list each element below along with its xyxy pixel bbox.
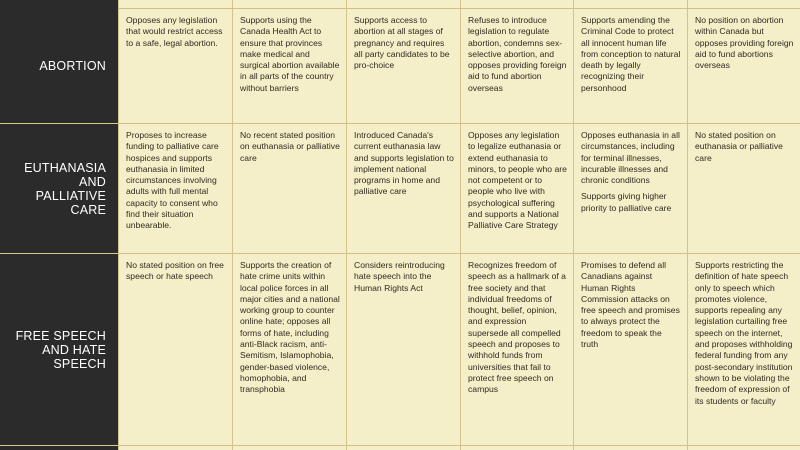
- position-text: Recognizes freedom of speech as a hallmark of a free society and that individual freedoms of thought, belief, opinion, and expression supersede all compelled speech and proposes to withhold funds from universities that fail to protect free speech on campus: [468, 260, 566, 395]
- position-text: No position on abortion within Canada but opposes providing foreign aid to fund abortions overseas: [695, 15, 794, 71]
- position-text: Supports giving higher priority to palliative care: [581, 191, 672, 213]
- position-text: Introduced Canada's current euthanasia law and supports legislation to implement national programs in home and palliative care: [354, 130, 454, 197]
- top-strip-cell: [460, 0, 573, 9]
- position-cell: [460, 9, 573, 124]
- position-text: Opposes any legislation to legalize euthanasia or extend euthanasia to minors, to people who are not competent or to people who live with psychological suffering and supports a National Palliative Care Strategy: [468, 130, 567, 231]
- topic-cell: [0, 254, 118, 446]
- position-cell: [232, 124, 346, 254]
- bottom-strip-topic: [0, 446, 118, 450]
- position-text: Supports the creation of hate crime units within local police forces in all major cities and a national working group to counter online hate; opposes all forms of hate, including anti-Black racism, anti-Semitism, Islamophobia, gender-based violence, homophobia, and transphobia: [240, 260, 340, 395]
- position-text: Supports restricting the definition of hate speech only to speech which promotes violence, supports repealing any legislation curtailing free speech on the internet, and proposes withholding federal funding from any post-secondary institution shown to be violating the freedom of expression of its students or faculty: [695, 260, 793, 406]
- position-cell: [573, 9, 687, 124]
- position-text: Opposes any legislation that would restrict access to a safe, legal abortion.: [126, 15, 223, 48]
- position-cell: [573, 124, 687, 254]
- bottom-strip-cell: [118, 446, 232, 450]
- bottom-strip-cell: [573, 446, 687, 450]
- position-text: Refuses to introduce legislation to regulate abortion, condemns sex-selective abortion, and opposes providing foreign aid to fund abortion overseas: [468, 15, 567, 93]
- position-cell: [573, 254, 687, 446]
- position-text: Considers reintroducing hate speech into the Human Rights Act: [354, 260, 445, 293]
- position-cell: [687, 124, 800, 254]
- position-cell: [346, 9, 460, 124]
- position-text: No recent stated position on euthanasia or palliative care: [240, 130, 340, 163]
- topic-cell: [0, 124, 118, 254]
- position-text: Supports using the Canada Health Act to ensure that provinces make medical and surgical abortion available in all parts of the country without barriers: [240, 15, 340, 93]
- position-cell: [346, 124, 460, 254]
- position-text: Supports amending the Criminal Code to protect all innocent human life from conception to natural death by legally recognizing their personhood: [581, 15, 681, 93]
- topic-label: ABORTION: [39, 59, 106, 73]
- position-cell: [232, 9, 346, 124]
- top-strip-cell: [346, 0, 460, 9]
- bottom-strip-cell: [346, 446, 460, 450]
- topic-cell: [0, 9, 118, 124]
- position-cell: [346, 254, 460, 446]
- position-text: No stated position on euthanasia or palliative care: [695, 130, 783, 163]
- position-cell: [687, 254, 800, 446]
- top-strip-cell: [232, 0, 346, 9]
- bottom-strip-cell: [687, 446, 800, 450]
- position-cell: [118, 124, 232, 254]
- position-cell: [460, 124, 573, 254]
- top-strip-topic: [0, 0, 118, 9]
- position-text: Supports access to abortion at all stages of pregnancy and requires all party candidates to be pro-choice: [354, 15, 450, 71]
- position-text: Opposes euthanasia in all circumstances, including for terminal illnesses, incurable illnesses and chronic conditions: [581, 130, 680, 186]
- position-cell: [232, 254, 346, 446]
- top-strip-cell: [118, 0, 232, 9]
- bottom-strip-cell: [232, 446, 346, 450]
- bottom-strip-cell: [460, 446, 573, 450]
- position-text: Proposes to increase funding to palliative care hospices and supports euthanasia in limited circumstances involving adults with full mental capacity to consent who find their situation unbearable.: [126, 130, 219, 231]
- topic-label: FREE SPEECH AND HATE SPEECH: [15, 328, 106, 371]
- position-cell: [118, 9, 232, 124]
- position-text: Promises to defend all Canadians against Human Rights Commission attacks on free speech and promises to always protect the freedom to speak the truth: [581, 260, 680, 350]
- position-text: No stated position on free speech or hate speech: [126, 260, 224, 282]
- top-strip-cell: [687, 0, 800, 9]
- topic-label: EUTHANASIA AND PALLIATIVE CARE: [24, 160, 106, 217]
- position-cell: [460, 254, 573, 446]
- position-cell: [687, 9, 800, 124]
- top-strip-cell: [573, 0, 687, 9]
- position-cell: [118, 254, 232, 446]
